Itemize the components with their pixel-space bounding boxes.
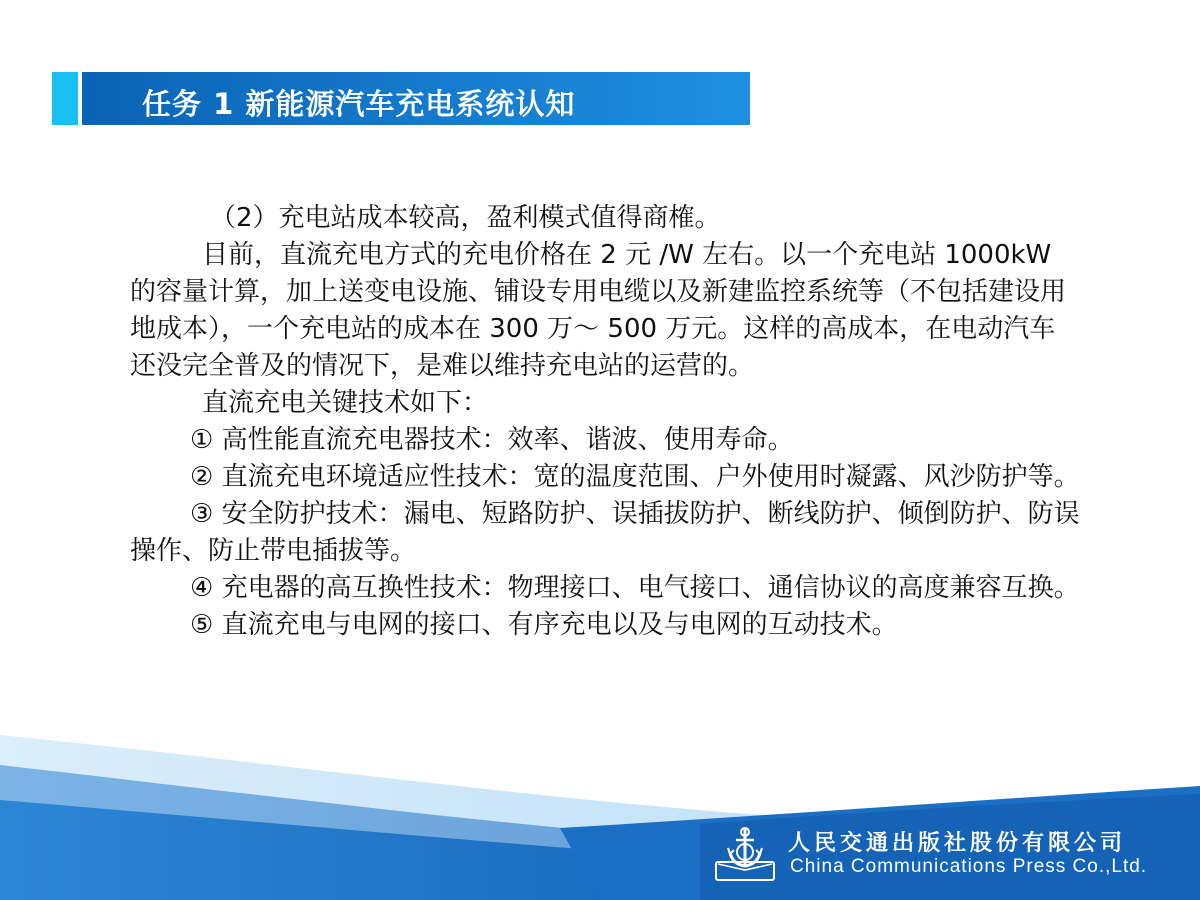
list-item: ③ 安全防护技术：漏电、短路防护、误插拔防护、断线防护、倾倒防护、防误操作、防止带电插拔等。 (130, 499, 1080, 566)
list-item: ② 直流充电环境适应性技术：宽的温度范围、户外使用时凝露、风沙防护等。 (190, 462, 1080, 492)
list-item: ④ 充电器的高互换性技术：物理接口、电气接口、通信协议的高度兼容互换。 (190, 573, 1080, 603)
paragraph-list-intro: 直流充电关键技术如下： (202, 388, 489, 418)
body-text (130, 200, 1080, 644)
page-title: 任务 1 新能源汽车充电系统认知 (142, 87, 576, 121)
anchor-emblem-icon (712, 824, 778, 884)
publisher-name-en: China Communications Press Co.,Ltd. (790, 856, 1148, 877)
paragraph-body: 目前，直流充电方式的充电价格在 2 元 /W 左右。以一个充电站 1000kW 的容量计算，加上送变电设施、铺设专用电缆以及新建监控系统等（不包括建设用地成本），一个充电站的成本在 300 万～ 500 万元。这样的高成本，在电动汽车还没完全普及的情况下，是难以维持充电站的运营的。 (130, 240, 1067, 381)
list-item: ⑤ 直流充电与电网的接口、有序充电以及与电网的互动技术。 (190, 610, 898, 640)
list-item: ① 高性能直流充电器技术：效率、谐波、使用寿命。 (190, 425, 794, 455)
publisher-logo (712, 822, 1182, 884)
title-accent-block (52, 72, 78, 125)
paragraph-heading: （2）充电站成本较高，盈利模式值得商榷。 (210, 203, 721, 233)
publisher-name-cn: 人民交通出版社股份有限公司 (788, 830, 1127, 856)
